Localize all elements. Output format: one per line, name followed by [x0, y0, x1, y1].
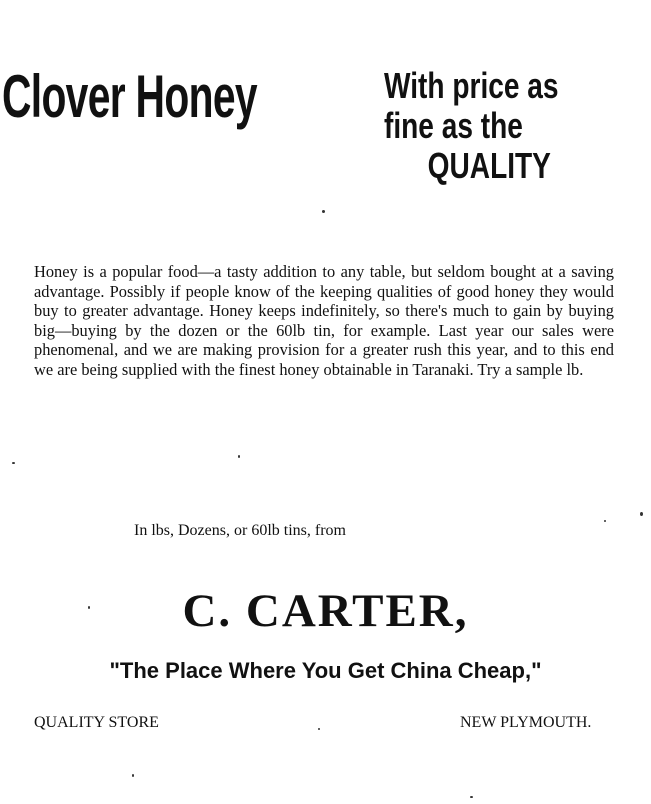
store-name: C. CARTER,	[182, 585, 469, 637]
print-speck	[470, 796, 473, 798]
body-paragraph: Honey is a popular food—a tasty addition to any table, but seldom bought at a saving advantage. Possibly if people know of the keeping qualities of good honey they would buy to greater advantage. Honey keeps indefinitely, so there's much to gain by buying big—buying by the dozen or the 60lb tin, for example. Last year our sales were phenomenal, and we are making provision for a greater rush this year, and to this end we are being supplied with the finest honey obtainable in Taranaki. Try a sample lb.	[34, 262, 614, 379]
print-speck	[322, 210, 325, 213]
tagline-line-1: With price as	[384, 65, 559, 106]
headline: Clover Honey	[2, 63, 257, 130]
print-speck	[318, 728, 320, 730]
tagline-line-2: fine as the	[384, 105, 523, 146]
tagline-line-3: QUALITY	[427, 145, 551, 186]
slogan: "The Place Where You Get China Cheap,"	[109, 658, 542, 683]
availability-line: In lbs, Dozens, or 60lb tins, from	[134, 522, 346, 539]
print-speck	[238, 455, 240, 458]
footer-store-label: QUALITY STORE	[34, 714, 159, 731]
print-speck	[640, 512, 643, 516]
print-speck	[88, 606, 90, 609]
footer-location: NEW PLYMOUTH.	[460, 714, 592, 731]
print-speck	[604, 520, 606, 522]
print-speck	[132, 774, 134, 777]
print-speck	[12, 462, 15, 464]
tagline	[384, 66, 559, 186]
